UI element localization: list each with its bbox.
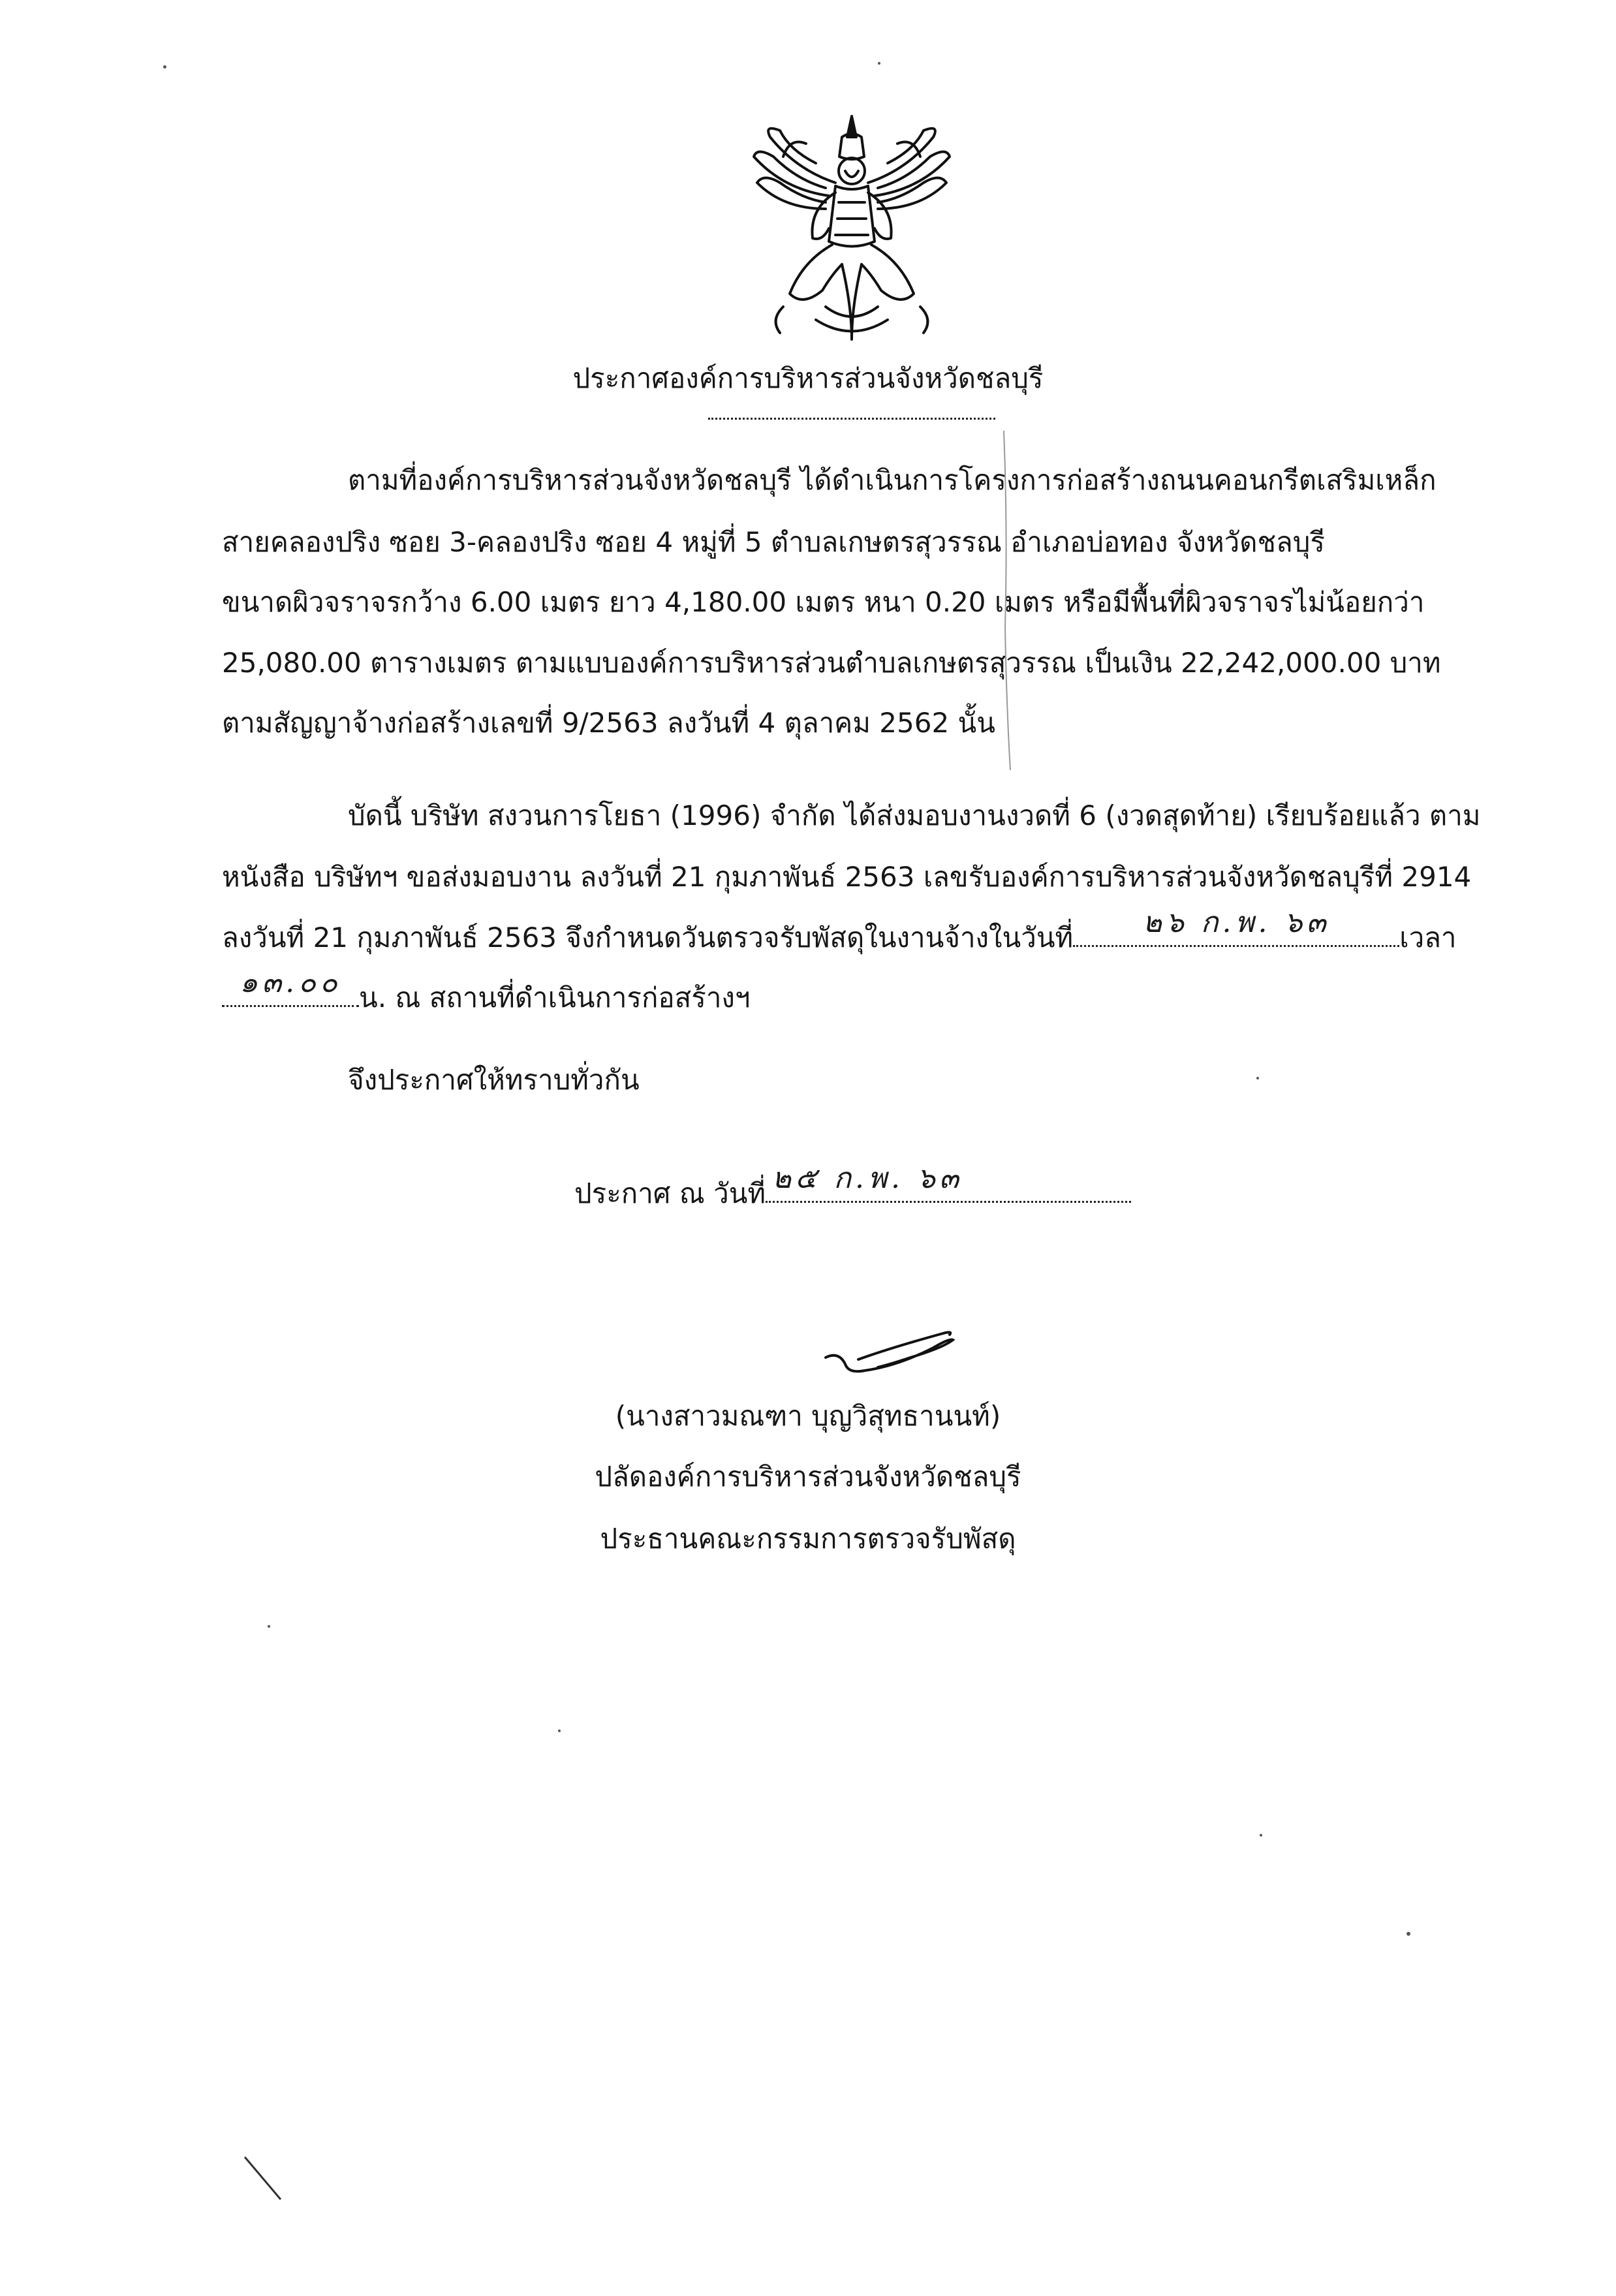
paragraph2-line: บัดนี้ บริษัท สงวนการโยธา (1996) จำกัด ได้ส่งมอบงานงวดที่ 6 (งวดสุดท้าย) เรียบร้อยแล้ว ตาม [348, 799, 1481, 831]
paragraph1-line: ขนาดผิวจราจรกว้าง 6.00 เมตร ยาว 4,180.00 เมตร หนา 0.20 เมตร หรือมีพื้นที่ผิวจราจรไม่น้อยกว่า [222, 586, 1425, 618]
closing-statement: จึงประกาศให้ทราบทั่วกัน [348, 1064, 640, 1096]
inspection-time-field [222, 966, 359, 1007]
handwritten-signature [819, 1322, 969, 1387]
time-label: เวลา [1399, 922, 1457, 954]
inspection-time-handwritten: ๑๓.๐๐ [240, 966, 341, 999]
announcement-date-handwritten: ๒๕ ก.พ. ๖๓ [772, 1162, 963, 1195]
document-title: ประกาศองค์การบริหารส่วนจังหวัดชลบุรี [572, 362, 1044, 394]
scan-artifact-mark [241, 2154, 287, 2206]
scan-speck [558, 1730, 561, 1732]
location-text: น. ณ สถานที่ดำเนินการก่อสร้างฯ [359, 982, 751, 1014]
signatory-position: ปลัดองค์การบริหารส่วนจังหวัดชลบุรี [595, 1461, 1021, 1493]
announcement-date-line [574, 1162, 1131, 1212]
scan-speck [163, 65, 166, 69]
paragraph1-line: 25,080.00 ตารางเมตร ตามแบบองค์การบริหารส่วนตำบลเกษตรสุวรรณ เป็นเงิน 22,242,000.00 บาท [222, 647, 1441, 679]
signatory-role: ประธานคณะกรรมการตรวจรับพัสดุ [600, 1523, 1016, 1555]
scan-speck [1256, 1077, 1259, 1079]
scan-speck [1406, 1932, 1410, 1936]
inspection-date-label: ลงวันที่ 21 กุมภาพันธ์ 2563 จึงกำหนดวันตรวจรับพัสดุในงานจ้างในวันที่ [222, 922, 1074, 954]
paragraph1-line: สายคลองปริง ซอย 3-คลองปริง ซอย 4 หมู่ที่ 5 ตำบลเกษตรสุวรรณ อำเภอบ่อทอง จังหวัดชลบุรี [222, 526, 1325, 558]
inspection-date-handwritten: ๒๖ ก.พ. ๖๓ [1142, 906, 1330, 939]
paragraph2-inspection-line [222, 906, 1457, 956]
paragraph1-line: ตามที่องค์การบริหารส่วนจังหวัดชลบุรี ได้ดำเนินการโครงการก่อสร้างถนนคอนกรีตเสริมเหล็ก [348, 464, 1437, 496]
scan-speck [1260, 1834, 1262, 1837]
signatory-name: (นางสาวมณฑา บุญวิสุทธานนท์) [615, 1400, 1001, 1432]
title-divider [708, 418, 995, 420]
scan-speck [878, 62, 880, 65]
announcement-date-label: ประกาศ ณ วันที่ [574, 1177, 766, 1209]
scan-speck [268, 1625, 270, 1628]
paragraph1-line: ตามสัญญาจ้างก่อสร้างเลขที่ 9/2563 ลงวันที่ 4 ตุลาคม 2562 นั้น [222, 707, 995, 739]
garuda-emblem-icon [744, 111, 959, 346]
paragraph2-time-line [222, 966, 751, 1016]
announcement-date-field [766, 1162, 1131, 1203]
scan-artifact-line [999, 431, 1025, 770]
inspection-date-field [1073, 906, 1399, 947]
paragraph2-line: หนังสือ บริษัทฯ ขอส่งมอบงาน ลงวันที่ 21 กุมภาพันธ์ 2563 เลขรับองค์การบริหารส่วนจังหวัดชลบุรีที่ 2914 [222, 861, 1472, 893]
